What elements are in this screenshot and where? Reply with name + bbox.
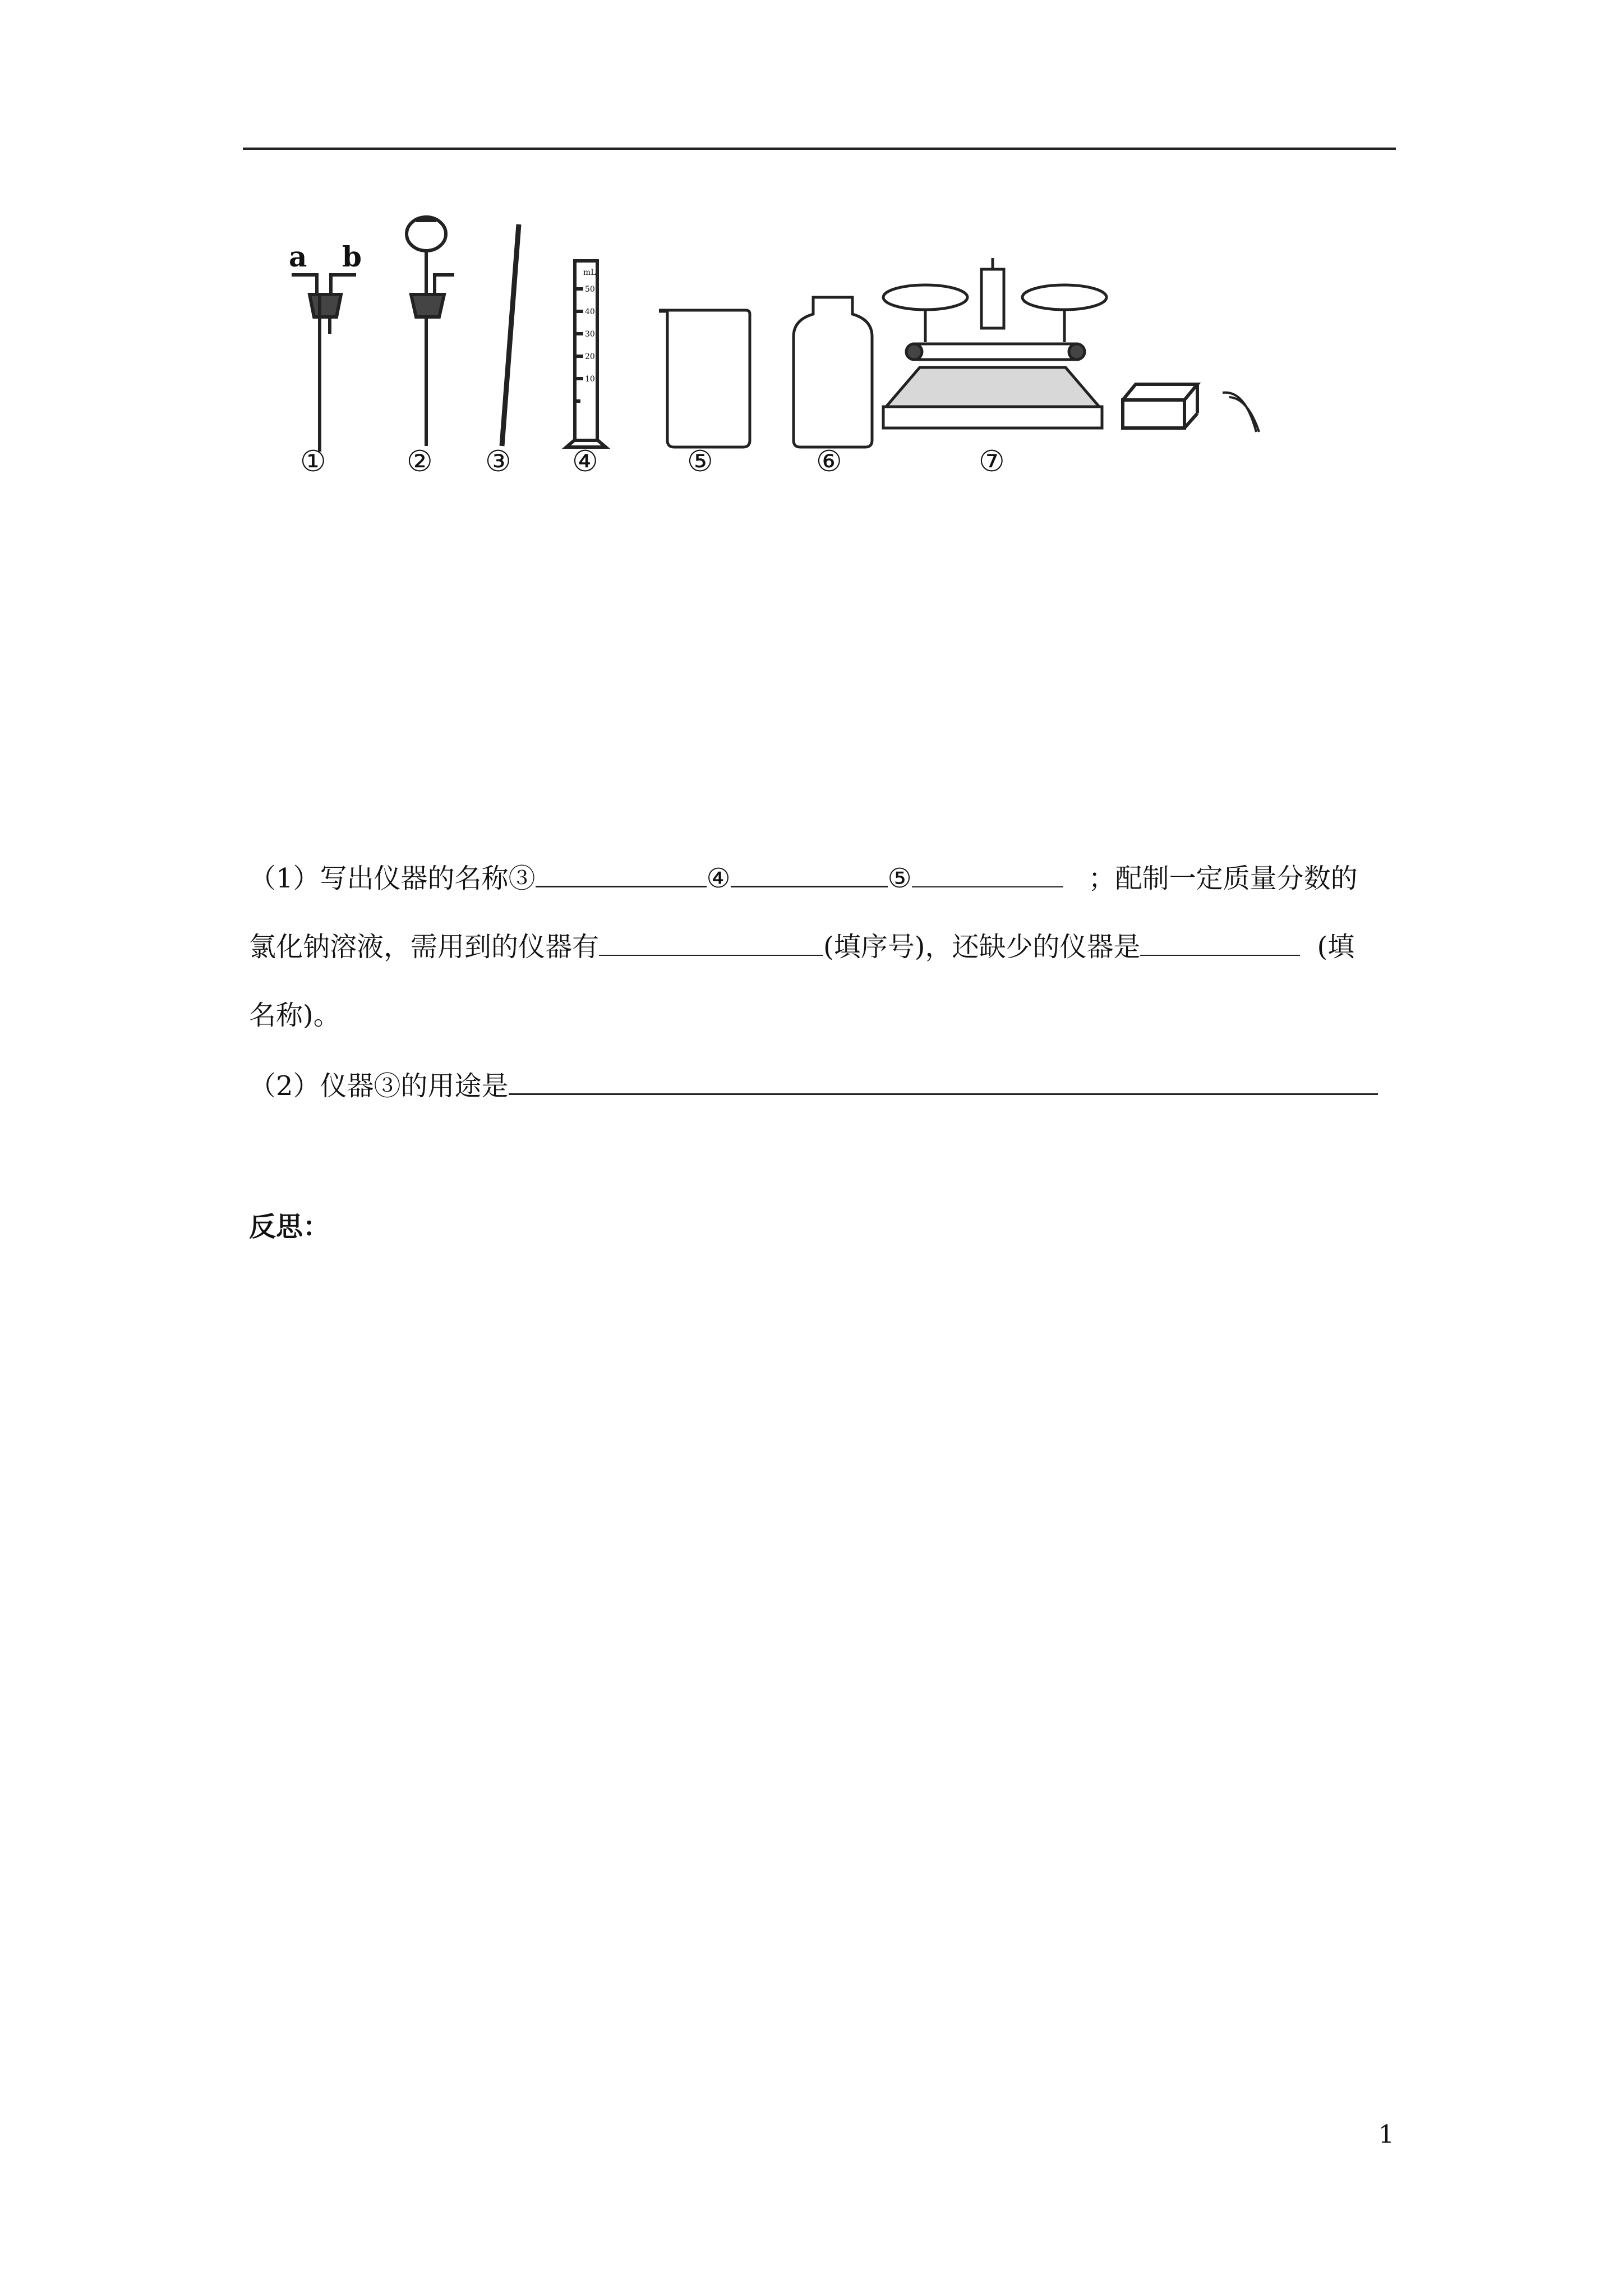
tube-label-a: a xyxy=(289,240,307,273)
tweezers xyxy=(1223,393,1259,432)
cylinder-mark-20: 20 xyxy=(585,352,595,361)
cylinder-mark-10: 10 xyxy=(585,375,595,384)
page-number: 1 xyxy=(1378,2120,1394,2149)
two-tube-stopper-apparatus xyxy=(292,275,356,452)
question-1-line-2-mid: (填序号)，还缺少的仪器是 xyxy=(823,931,1141,963)
cylinder-mark-30: 30 xyxy=(585,330,595,339)
wide-mouth-bottle xyxy=(794,297,872,447)
apparatus-drawing xyxy=(269,205,1335,485)
label-3: ③ xyxy=(485,445,511,478)
answer-blank-5[interactable] xyxy=(912,862,1063,887)
question-1-line-2-start: 氯化钠溶液，需用到的仪器有 xyxy=(249,931,600,963)
weights-box xyxy=(1123,384,1197,428)
mark-4: ④ xyxy=(706,863,731,894)
answer-blank-missing[interactable] xyxy=(1140,930,1300,956)
question-2-line xyxy=(249,1069,1404,1103)
apparatus-figure xyxy=(269,205,1335,485)
label-7: ⑦ xyxy=(979,445,1005,478)
question-1-prefix: （1）写出仪器的名称③ xyxy=(249,863,536,894)
cylinder-mark-ml: mL xyxy=(583,268,596,277)
header-rule xyxy=(243,148,1396,150)
cylinder-mark-50: 50 xyxy=(585,285,595,294)
question-2-prefix: （2）仪器③的用途是 xyxy=(249,1070,509,1102)
label-4: ④ xyxy=(572,445,598,478)
label-5: ⑤ xyxy=(687,445,713,478)
answer-blank-instruments[interactable] xyxy=(599,930,823,956)
mark-5: ⑤ xyxy=(887,863,912,894)
question-1-line-2 xyxy=(249,930,1404,964)
question-1-line-2-end: (填 xyxy=(1317,931,1355,963)
question-1-line-1 xyxy=(249,861,1404,895)
funnel-stopper-apparatus xyxy=(407,217,454,446)
answer-blank-purpose[interactable] xyxy=(509,1069,1378,1095)
balance-scale xyxy=(883,258,1106,428)
glass-rod xyxy=(502,224,519,446)
answer-blank-3[interactable] xyxy=(536,861,707,887)
answer-blank-4[interactable] xyxy=(731,861,888,887)
label-6: ⑥ xyxy=(816,445,842,478)
question-1-line-3: 名称)。 xyxy=(249,1000,340,1031)
reflection-label: 反思： xyxy=(249,1211,330,1243)
question-1-after-5: ；配制一定质量分数的 xyxy=(1088,863,1358,894)
label-2: ② xyxy=(407,445,433,478)
cylinder-mark-40: 40 xyxy=(585,307,595,316)
tube-label-b: b xyxy=(342,240,362,273)
beaker xyxy=(659,310,750,447)
label-1: ① xyxy=(300,445,326,478)
